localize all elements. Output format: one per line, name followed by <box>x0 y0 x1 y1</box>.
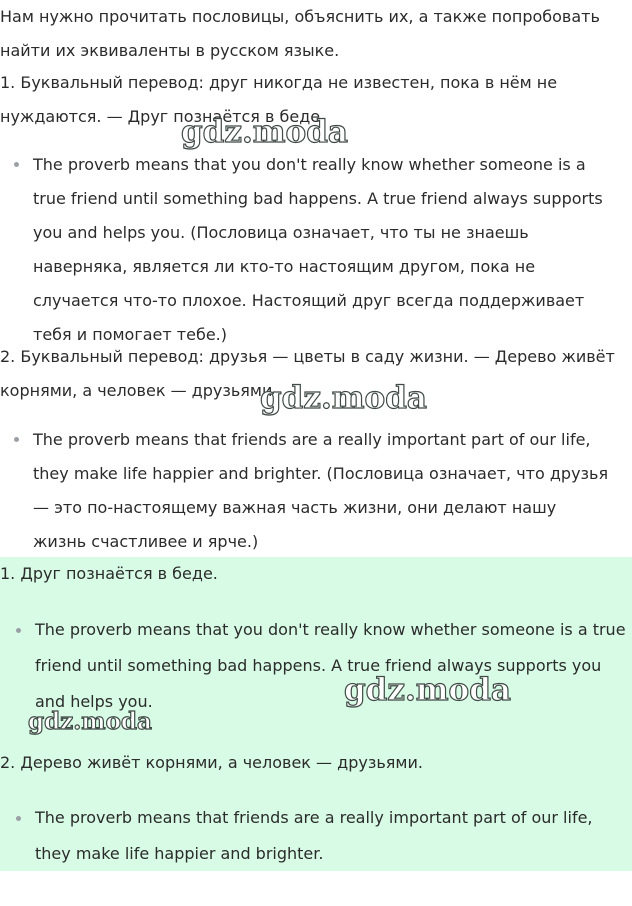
proverb-1-heading: 1. Буквальный перевод: друг никогда не известен, пока в нём не нуждаются. — Друг познаётся в беде. <box>0 73 558 126</box>
watermark-logo: gdz.moda <box>181 114 348 150</box>
proverb-2-explanation <box>14 423 614 559</box>
summary-explanation-2 <box>16 800 626 872</box>
watermark-logo: gdz.moda <box>260 380 427 416</box>
summary-heading-2: 2. Дерево живёт корнями, а человек — друзьями. <box>0 753 423 772</box>
bullet-dot-icon <box>14 162 19 167</box>
proverb-2-explanation-text: The proverb means that friends are a really important part of our life, they make life happier and brighter. (Пословица означает, что друзья — это по-настоящему важная часть жизни, они делают нашу жизнь счастливее и ярче.) <box>33 430 609 551</box>
summary-heading-1: 1. Друг познаётся в беде. <box>0 564 218 583</box>
bullet-dot-icon <box>16 628 21 633</box>
summary-explanation-2-text: The proverb means that friends are a really important part of our life, they make life happier and brighter. <box>35 808 593 863</box>
bullet-dot-icon <box>14 437 19 442</box>
watermark-logo: gdz.moda <box>28 708 152 735</box>
bullet-dot-icon <box>16 816 21 821</box>
summary-explanation-1 <box>16 612 626 720</box>
proverb-1-explanation-text: The proverb means that you don't really know whether someone is a true friend until something bad happens. A true friend always supports you and helps you. (Пословица означает, что ты не знаешь наверняка, является ли кто-то настоящим другом, пока не случается что-то плохое. Настоящий друг всегда поддерживает тебя и помогает тебе.) <box>33 155 603 344</box>
intro-text: Нам нужно прочитать пословицы, объяснить их, а также попробовать найти их эквиваленты в русском языке. <box>0 7 600 60</box>
watermark-logo: gdz.moda <box>344 672 511 708</box>
proverb-1-explanation <box>14 148 614 352</box>
proverb-2-heading: 2. Буквальный перевод: друзья — цветы в саду жизни. — Дерево живёт корнями, а человек — друзьями. <box>0 347 615 400</box>
summary-explanation-1-text: The proverb means that you don't really know whether someone is a true friend until something bad happens. A true friend always supports you and helps you. <box>35 620 626 711</box>
